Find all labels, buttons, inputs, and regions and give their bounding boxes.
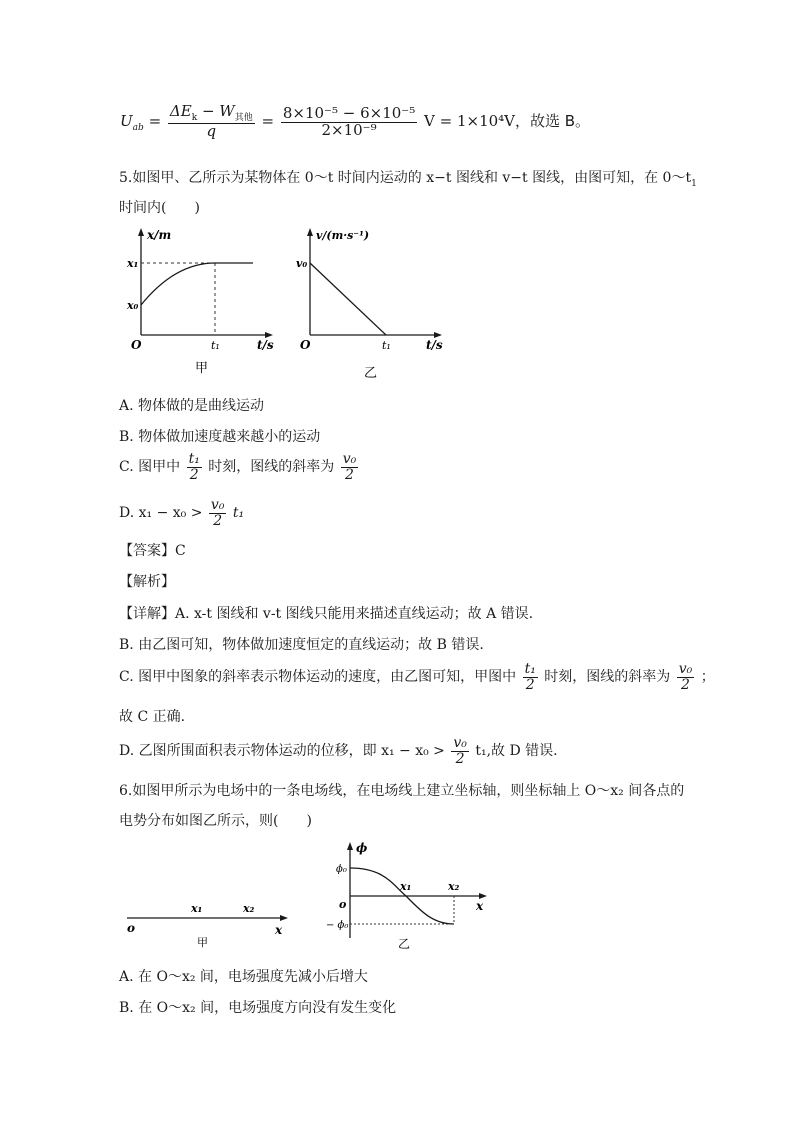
q5-stem-text: 5.如图甲、乙所示为某物体在 0～t 时间内运动的 x−t 图线和 v−t 图线，由图可知，在 0～t <box>119 170 692 186</box>
q5-detail-d-frac <box>451 736 469 766</box>
q5-yi-t1-label: t₁ <box>382 339 391 352</box>
q5-jia-y-label: x/m <box>147 228 172 242</box>
q6-yi-phi0: ϕ₀ <box>336 864 347 875</box>
formula-result: V = 1×10⁴V <box>424 112 515 131</box>
q5-detail-d-frac-num: v₀ <box>453 735 467 751</box>
q5-option-d <box>119 498 244 528</box>
q6-yi-axis-label: x <box>476 899 484 913</box>
q6-yi-y-arrow <box>347 842 353 850</box>
q6-option-b: B. 在 O～x₂ 间，电场强度方向没有发生变化 <box>119 1000 397 1016</box>
q5-jia-x-label: t/s <box>257 338 274 352</box>
q6-yi-y-label: ϕ <box>356 841 368 855</box>
q6-yi-x1: x₁ <box>400 880 412 893</box>
q5-detail-c-line2: 故 C 正确. <box>119 709 186 725</box>
frac1-num-b: − W <box>197 102 235 120</box>
q5-answer: 【答案】C <box>119 543 186 559</box>
q5-graph-yi <box>294 225 454 380</box>
q5-option-c-frac2 <box>341 452 359 482</box>
q5-option-c-frac-num: t₁ <box>188 451 200 467</box>
q6-graph-yi <box>322 838 492 952</box>
q5-yi-line <box>310 263 386 335</box>
q5-detail-d-frac-den: 2 <box>455 750 465 767</box>
q5-option-c-mid: 时刻，图线的斜率为 <box>208 459 335 476</box>
formula-line: $U_{ab}$ = $\frac{\Delta E_k - W_{其他}}{q}$ = $\frac{\text{8×10⁻⁵ − 6×10⁻⁵}}{\text{2×10⁻⁹}}$ V = 1×10⁴V，故选 B。 <box>120 102 591 141</box>
formula-lhs-sub: ab <box>132 123 144 134</box>
q5-option-d-suffix: t₁ <box>232 505 245 522</box>
q5-yi-x-label: t/s <box>426 338 443 352</box>
q5-jia-x1-label: x₁ <box>127 257 139 270</box>
frac2-num: 8×10⁻⁵ − 6×10⁻⁵ <box>282 103 416 122</box>
q6-jia-x2: x₂ <box>243 902 255 915</box>
q6-option-a: A. 在 O～x₂ 间，电场强度先减小后增大 <box>119 969 368 985</box>
q5-detail-c-frac2-den: 2 <box>681 676 690 693</box>
q6-yi-x2: x₂ <box>448 880 460 893</box>
q5-yi-y-arrow <box>307 228 313 236</box>
frac1-num-a: ΔE <box>169 102 192 120</box>
q6-stem-line2: 电势分布如图乙所示，则( ) <box>119 813 312 829</box>
q6-jia-axis-label: x <box>275 923 283 937</box>
q5-option-c-frac2-den: 2 <box>345 466 354 483</box>
q5-detail-c-frac2-num: v₀ <box>678 661 693 677</box>
q5-option-a: A. 物体做的是曲线运动 <box>119 398 265 414</box>
q5-option-d-prefix: D. x₁ − x₀ > <box>119 505 203 522</box>
q5-jia-origin: O <box>131 338 142 352</box>
q5-option-b: B. 物体做加速度越来越小的运动 <box>119 429 321 445</box>
q6-jia-arrow <box>280 915 288 921</box>
q5-detail-c-mid: 时刻，图线的斜率为 <box>544 669 671 686</box>
q5-yi-v0-label: v₀ <box>296 257 308 270</box>
q6-jia-origin: o <box>127 921 136 935</box>
q5-detail-c-frac <box>523 662 538 692</box>
q6-jia-caption: 甲 <box>197 936 208 949</box>
q6-graph-jia <box>123 898 293 954</box>
q5-stem-line1 <box>119 167 697 189</box>
q5-detail-b: B. 由乙图可知，物体做加速度恒定的直线运动；故 B 错误. <box>119 637 484 653</box>
q5-option-c-frac2-num: v₀ <box>342 451 357 467</box>
frac2-den: 2×10⁻⁹ <box>321 120 377 139</box>
q5-yi-origin: O <box>300 338 311 352</box>
q5-detail-a: 【详解】A. x-t 图线和 v-t 图线只能用来描述直线运动；故 A 错误. <box>119 606 534 622</box>
q5-detail-c-end: ； <box>700 669 715 686</box>
q5-detail-c-prefix: C. 图甲中图象的斜率表示物体运动的速度，由乙图可知，甲图中 <box>119 669 517 686</box>
q5-detail-c-frac-den: 2 <box>525 676 535 693</box>
q5-jia-curve <box>141 263 253 305</box>
q5-stem-sub: 1 <box>691 178 697 189</box>
q5-jia-caption: 甲 <box>195 361 209 376</box>
q5-option-d-frac <box>209 498 227 528</box>
q6-jia-x1: x₁ <box>191 902 203 915</box>
q5-option-d-frac-num: v₀ <box>210 497 225 513</box>
q5-graph-jia <box>125 225 285 380</box>
frac1-den: q <box>206 122 217 141</box>
q5-detail-c-frac2 <box>677 662 695 692</box>
q5-detail-d-suffix: t₁,故 D 错误. <box>475 743 558 760</box>
q5-analysis-title: 【解析】 <box>119 574 175 590</box>
q5-stem-line2: 时间内( ) <box>119 200 200 216</box>
q5-jia-x0-label: x₀ <box>127 299 139 312</box>
q5-detail-d-prefix: D. 乙图所围面积表示物体运动的位移，即 x₁ − x₀ > <box>119 743 445 760</box>
q5-option-c-frac <box>187 452 202 482</box>
formula-fraction-1 <box>168 104 255 140</box>
q6-yi-origin: o <box>339 898 347 911</box>
formula-conclusion: ，故选 B。 <box>515 112 591 131</box>
q5-jia-y-arrow <box>138 228 144 236</box>
q5-option-c-prefix: C. 图甲中 <box>119 459 181 476</box>
q5-jia-t1-label: t₁ <box>211 339 220 352</box>
formula-fraction-2 <box>281 103 417 139</box>
q5-yi-y-label: v/(m·s⁻¹) <box>316 229 370 242</box>
q6-yi-caption: 乙 <box>398 937 411 951</box>
frac1-num-b-sub: 其他 <box>234 113 253 123</box>
q6-yi-neg-phi0: − ϕ₀ <box>326 920 349 931</box>
formula-lhs: U <box>120 112 133 131</box>
q5-option-c-frac-den: 2 <box>189 466 199 483</box>
q6-stem-line1: 6.如图甲所示为电场中的一条电场线，在电场线上建立坐标轴，则坐标轴上 O～x₂ 间各点的 <box>119 783 685 799</box>
q5-option-c <box>119 452 360 482</box>
q5-detail-c-frac-num: t₁ <box>524 661 536 677</box>
frac1-num-a-sub: k <box>191 113 198 123</box>
q5-detail-c <box>119 662 715 692</box>
q5-detail-d <box>119 736 558 766</box>
q5-yi-caption: 乙 <box>364 366 378 380</box>
q5-option-d-frac-den: 2 <box>213 512 223 529</box>
